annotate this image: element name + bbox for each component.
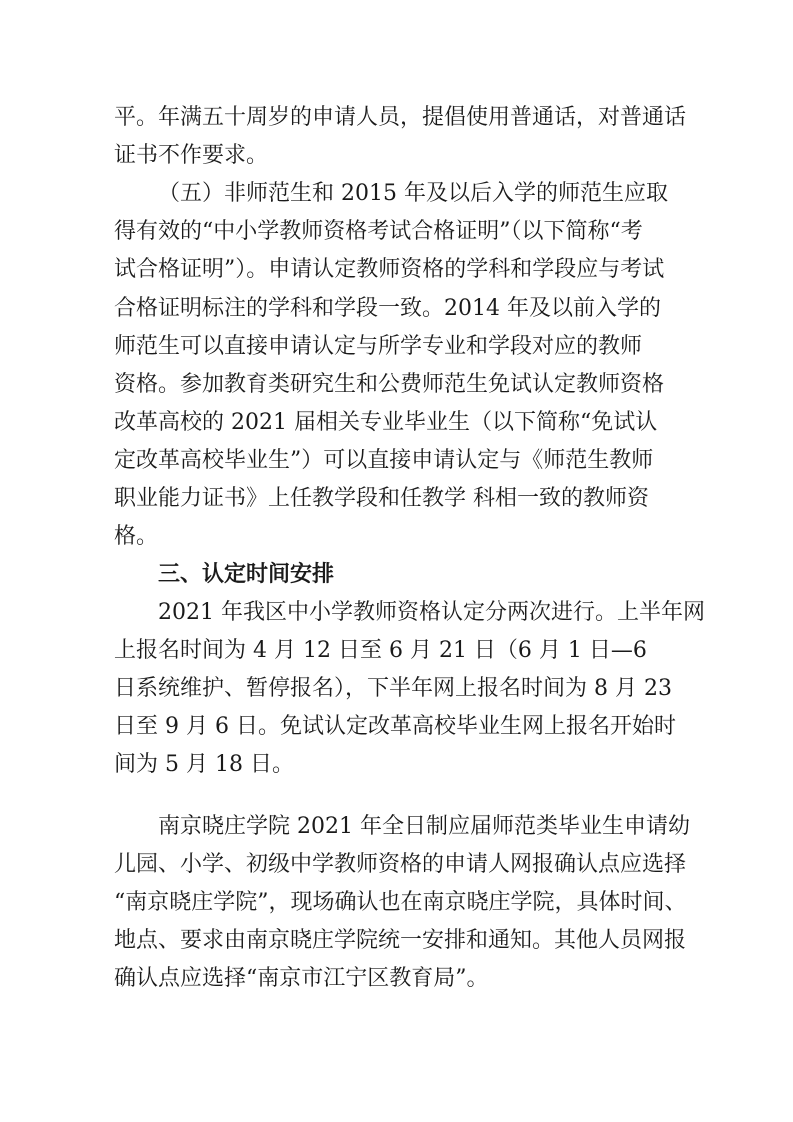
paragraph-line [0, 669, 793, 709]
paragraph-line [0, 807, 793, 847]
text-line: 南京晓庄学院 2021 年全日制应届师范类毕业生申请幼 [158, 814, 690, 839]
text-line: 确认点应选择“南京市江宁区教育局”。 [114, 966, 489, 991]
paragraph-line [0, 921, 793, 961]
paragraph-line [0, 517, 793, 557]
paragraph-line [0, 631, 793, 671]
text-line: 定改革高校毕业生”）可以直接申请认定与《师范生教师 [114, 448, 654, 473]
paragraph-line [0, 441, 793, 481]
text-line: “南京晓庄学院”，现场确认也在南京晓庄学院，具体时间、 [114, 890, 687, 915]
text-line: 平。年满五十周岁的申请人员，提倡使用普通话，对普通话 [114, 105, 687, 130]
paragraph-line [0, 212, 793, 252]
paragraph-line [0, 289, 793, 329]
paragraph-line [0, 327, 793, 367]
paragraph-line [0, 403, 793, 443]
text-line: 资格。参加教育类研究生和公费师范生免试认定教师资格 [114, 372, 665, 397]
text-line: 儿园、小学、初级中学教师资格的申请人网报确认点应选择 [114, 852, 687, 877]
section-heading-text: 三、认定时间安排 [158, 562, 335, 587]
paragraph-line [0, 845, 793, 885]
text-line: 地点、要求由南京晓庄学院统一安排和通知。其他人员网报 [114, 928, 687, 953]
text-line: 职业能力证书》上任教学段和任教学 科相一致的教师资 [114, 486, 649, 511]
text-line: 证书不作要求。 [114, 143, 269, 168]
text-line: 上报名时间为 4 月 12 日至 6 月 21 日（6 月 1 日—6 [114, 638, 647, 663]
text-line: 2021 年我区中小学教师资格认定分两次进行。上半年网 [158, 600, 705, 625]
text-line: （五）非师范生和 2015 年及以后入学的师范生应取 [158, 181, 668, 206]
text-line: 得有效的“中小学教师资格考试合格证明”（以下简称“考 [114, 219, 643, 244]
paragraph-line [0, 593, 793, 633]
paragraph-line [0, 250, 793, 290]
paragraph-line [0, 174, 793, 214]
paragraph-line [0, 959, 793, 999]
section-heading [0, 555, 793, 595]
text-line: 间为 5 月 18 日。 [114, 752, 294, 777]
paragraph-line [0, 707, 793, 747]
paragraph-line [0, 883, 793, 923]
paragraph-line [0, 479, 793, 519]
paragraph-line [0, 98, 793, 138]
text-line: 师范生可以直接申请认定与所学专业和学段对应的教师 [114, 334, 643, 359]
paragraph-line [0, 745, 793, 785]
text-line: 格。 [114, 524, 159, 549]
text-line: 日至 9 月 6 日。免试认定改革高校毕业生网上报名开始时 [114, 714, 676, 739]
text-line: 合格证明标注的学科和学段一致。2014 年及以前入学的 [114, 296, 661, 321]
paragraph-line [0, 365, 793, 405]
text-line: 日系统维护、暂停报名），下半年网上报名时间为 8 月 23 [114, 676, 672, 701]
text-line: 改革高校的 2021 届相关专业毕业生（以下简称“免试认 [114, 410, 658, 435]
text-line: 试合格证明”）。申请认定教师资格的学科和学段应与考试 [114, 257, 665, 282]
paragraph-line [0, 136, 793, 176]
